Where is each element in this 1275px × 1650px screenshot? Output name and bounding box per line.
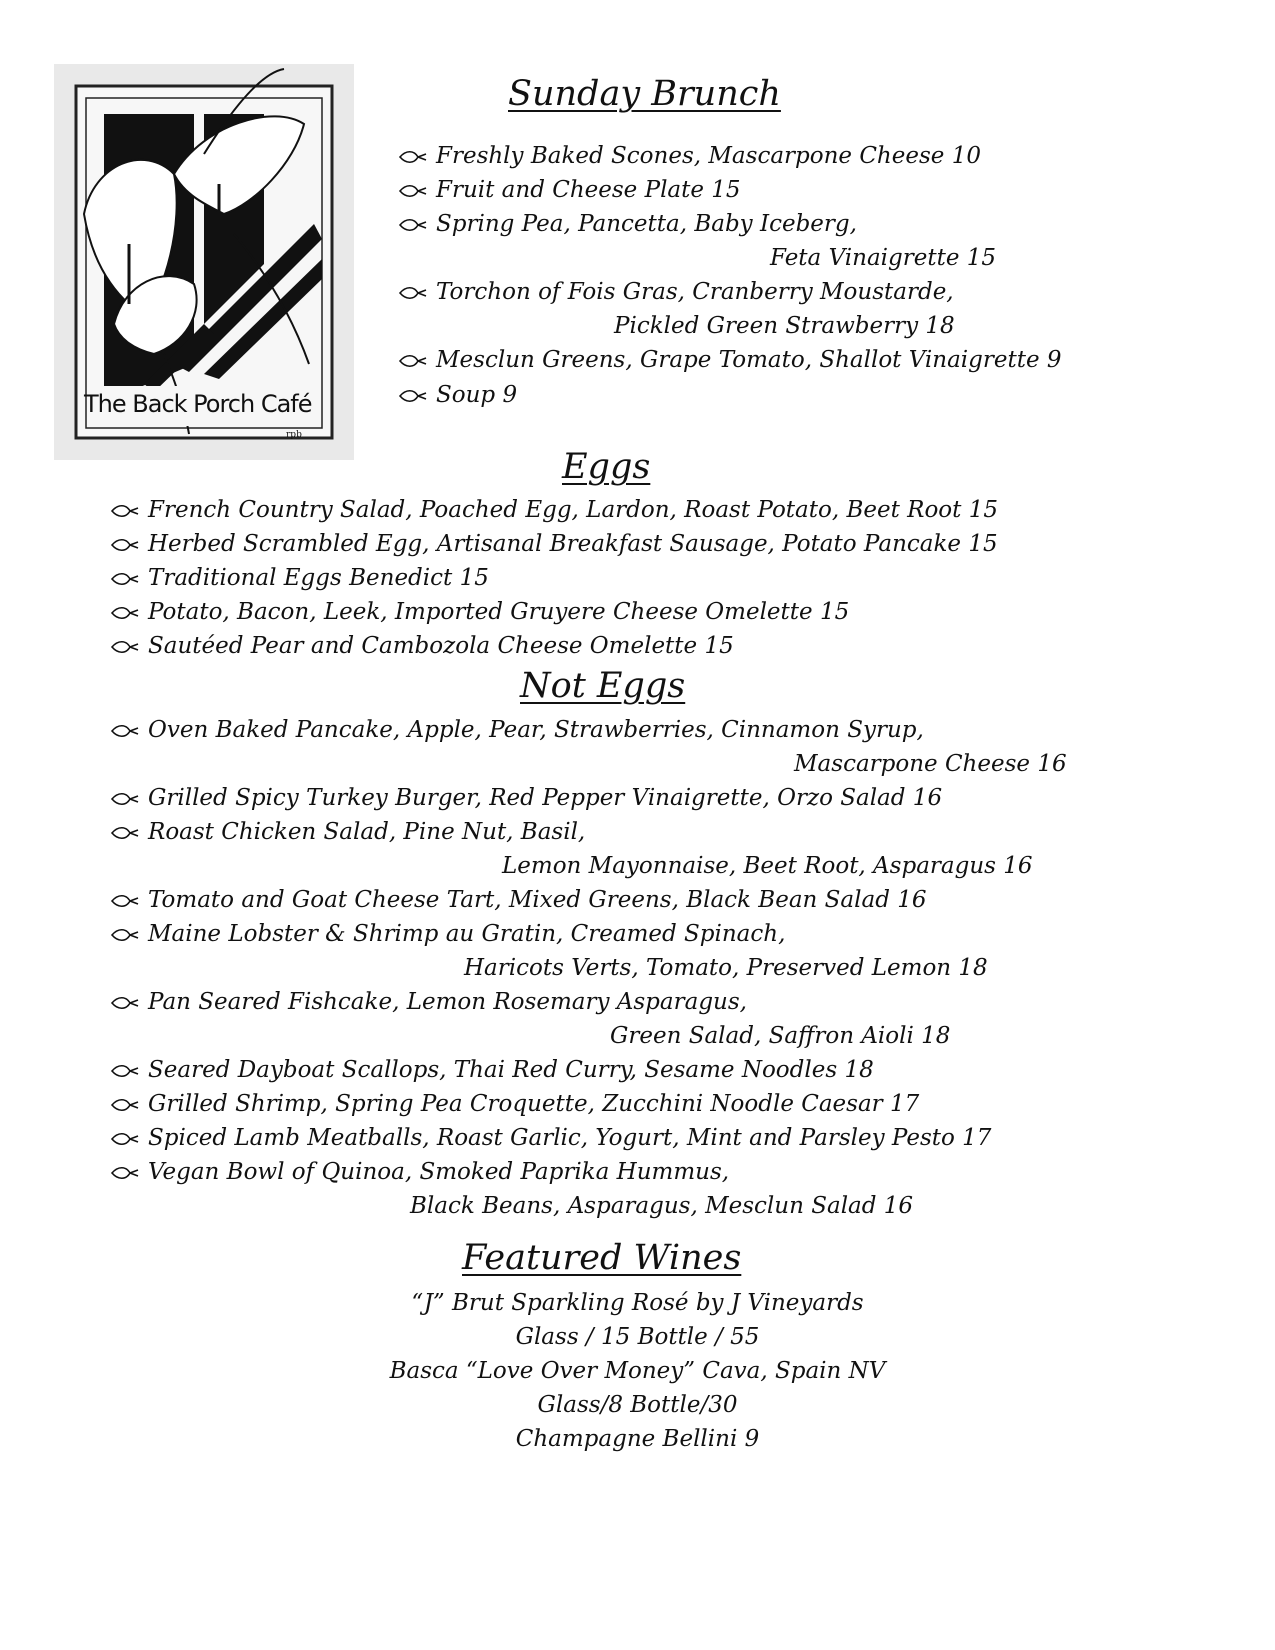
menu-item-text: Torchon of Fois Gras, Cranberry Moustarde,	[436, 279, 954, 305]
menu-item-text: Seared Dayboat Scallops, Thai Red Curry, Sesame Noodles 18	[148, 1057, 874, 1083]
menu-item	[110, 631, 734, 661]
menu-item	[398, 345, 1062, 375]
menu-item-text: Maine Lobster & Shrimp au Gratin, Creamed Spinach,	[148, 921, 786, 947]
menu-item-continuation: Pickled Green Strawberry 18	[614, 313, 955, 339]
leaf-bullet-icon	[110, 715, 148, 745]
menu-item-text: Oven Baked Pancake, Apple, Pear, Strawberries, Cinnamon Syrup,	[148, 717, 924, 743]
menu-item	[110, 1089, 919, 1119]
leaf-bullet-icon	[110, 529, 148, 559]
leaf-bullet-icon	[110, 563, 148, 593]
menu-item-text: Spring Pea, Pancetta, Baby Iceberg,	[436, 211, 857, 237]
wine-line: Glass/8 Bottle/30	[537, 1392, 738, 1418]
leaf-bullet-icon	[398, 209, 436, 239]
wine-line: Glass / 15 Bottle / 55	[515, 1324, 760, 1350]
menu-item	[398, 209, 857, 239]
menu-item	[398, 175, 741, 205]
leaf-bullet-icon	[398, 277, 436, 307]
menu-item-text: Soup 9	[436, 382, 518, 408]
leaf-bullet-icon	[110, 1157, 148, 1187]
menu-item-continuation: Lemon Mayonnaise, Beet Root, Asparagus 16	[502, 853, 1033, 879]
leaf-bullet-icon	[110, 597, 148, 627]
leaf-bullet-icon	[110, 495, 148, 525]
leaf-bullet-icon	[110, 919, 148, 949]
menu-item	[398, 141, 981, 171]
menu-item	[110, 919, 785, 949]
menu-item	[110, 597, 849, 627]
menu-item	[398, 380, 517, 410]
menu-item-text: Fruit and Cheese Plate 15	[436, 177, 741, 203]
menu-item	[110, 529, 998, 559]
menu-item-text: Freshly Baked Scones, Mascarpone Cheese 10	[436, 143, 981, 169]
menu-item-text: French Country Salad, Poached Egg, Lardon, Roast Potato, Beet Root 15	[148, 497, 998, 523]
menu-item-text: Roast Chicken Salad, Pine Nut, Basil,	[148, 819, 586, 845]
logo-text: The Back Porch Café	[84, 390, 312, 418]
wine-line: Champagne Bellini 9	[515, 1426, 760, 1452]
menu-item	[398, 277, 954, 307]
menu-item	[110, 817, 585, 847]
cafe-logo	[54, 64, 354, 460]
menu-item-text: Spiced Lamb Meatballs, Roast Garlic, Yogurt, Mint and Parsley Pesto 17	[148, 1125, 992, 1151]
leaf-bullet-icon	[110, 987, 148, 1017]
leaf-bullet-icon	[110, 783, 148, 813]
menu-item-text: Grilled Shrimp, Spring Pea Croquette, Zucchini Noodle Caesar 17	[148, 1091, 920, 1117]
menu-item-text: Mesclun Greens, Grape Tomato, Shallot Vinaigrette 9	[436, 347, 1062, 373]
eggs-title: Eggs	[562, 447, 651, 487]
menu-item-continuation: Feta Vinaigrette 15	[770, 245, 997, 271]
leaf-bullet-icon	[398, 345, 436, 375]
menu-item-text: Grilled Spicy Turkey Burger, Red Pepper Vinaigrette, Orzo Salad 16	[148, 785, 943, 811]
leaf-bullet-icon	[110, 885, 148, 915]
wines-title: Featured Wines	[462, 1238, 742, 1278]
menu-item	[110, 1055, 874, 1085]
wine-line: Basca “Love Over Money” Cava, Spain NV	[389, 1358, 886, 1384]
menu-item-continuation: Haricots Verts, Tomato, Preserved Lemon 18	[464, 955, 988, 981]
menu-item	[110, 987, 747, 1017]
leaf-bullet-icon	[110, 1123, 148, 1153]
menu-item	[110, 563, 489, 593]
menu-item	[110, 783, 942, 813]
leaf-bullet-icon	[110, 1089, 148, 1119]
leaf-bullet-icon	[110, 817, 148, 847]
menu-item-text: Pan Seared Fishcake, Lemon Rosemary Asparagus,	[148, 989, 747, 1015]
menu-item-continuation: Black Beans, Asparagus, Mesclun Salad 16	[410, 1193, 914, 1219]
leaf-bullet-icon	[110, 1055, 148, 1085]
leaf-bullet-icon	[398, 141, 436, 171]
leaf-bullet-icon	[110, 631, 148, 661]
menu-item	[110, 1123, 991, 1153]
menu-item-text: Sautéed Pear and Cambozola Cheese Omelette 15	[148, 633, 734, 659]
menu-item	[110, 495, 998, 525]
menu-item-continuation: Mascarpone Cheese 16	[794, 751, 1067, 777]
menu-item	[110, 1157, 729, 1187]
menu-item-text: Vegan Bowl of Quinoa, Smoked Paprika Hummus,	[148, 1159, 730, 1185]
menu-item-text: Potato, Bacon, Leek, Imported Gruyere Cheese Omelette 15	[148, 599, 850, 625]
menu-item	[110, 715, 924, 745]
leaf-bullet-icon	[398, 175, 436, 205]
menu-item-continuation: Green Salad, Saffron Aioli 18	[610, 1023, 951, 1049]
leaf-bullet-icon	[398, 380, 436, 410]
menu-item	[110, 885, 927, 915]
not-eggs-title: Not Eggs	[520, 666, 686, 706]
menu-item-text: Traditional Eggs Benedict 15	[148, 565, 489, 591]
logo-signature: rpb	[286, 430, 302, 440]
menu-item-text: Herbed Scrambled Egg, Artisanal Breakfast Sausage, Potato Pancake 15	[148, 531, 998, 557]
wine-line: “J” Brut Sparkling Rosé by J Vineyards	[411, 1290, 864, 1316]
menu-item-text: Tomato and Goat Cheese Tart, Mixed Greens, Black Bean Salad 16	[148, 887, 927, 913]
brunch-title: Sunday Brunch	[508, 74, 781, 114]
